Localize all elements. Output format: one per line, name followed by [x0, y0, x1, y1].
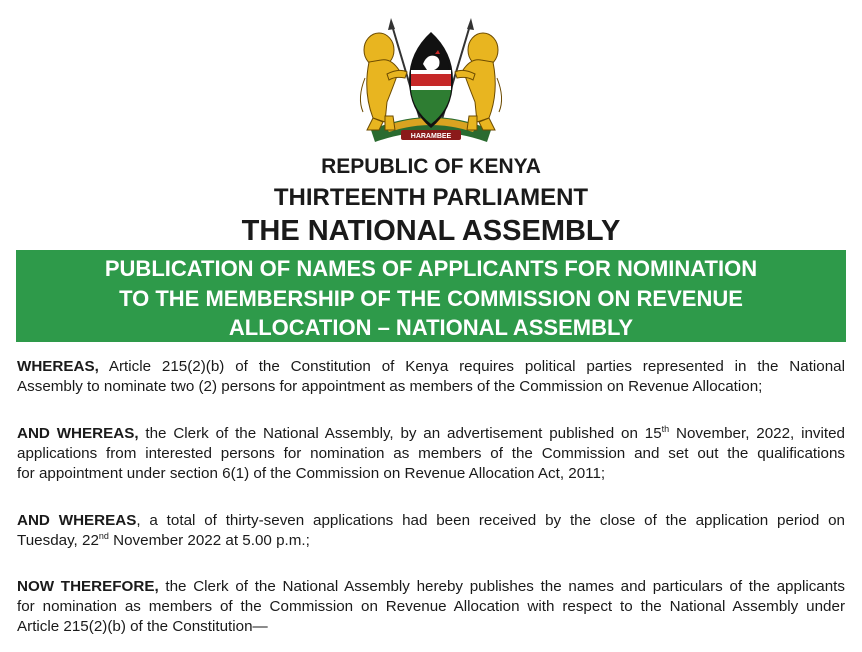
and-whereas-1-line-2: applications from interested persons for nomination as members of the Commission and set out the qualifications	[17, 445, 845, 462]
and-whereas-2-lead: AND WHEREAS	[17, 512, 137, 529]
publication-banner	[16, 250, 846, 342]
whereas-line-2: Assembly to nominate two (2) persons for appointment as members of the Commission on Revenue Allocation;	[17, 378, 763, 395]
and-whereas-2-line-2: Tuesday, 22nd November 2022 at 5.00 p.m.;	[17, 531, 310, 549]
republic-title: REPUBLIC OF KENYA	[321, 155, 541, 178]
whereas-lead: WHEREAS,	[17, 358, 99, 375]
whereas-line-1: WHEREAS, Article 215(2)(b) of the Constitution of Kenya requires political parties represented in the National	[17, 358, 845, 375]
and-whereas-1-lead: AND WHEREAS,	[17, 425, 139, 442]
now-therefore-paragraph	[17, 577, 845, 637]
now-therefore-line-2: for nomination as members of the Commission on Revenue Allocation with respect to the National Assembly under	[17, 598, 845, 615]
and-whereas-1-line-3: for appointment under section 6(1) of the Commission on Revenue Allocation Act, 2011;	[17, 465, 606, 482]
now-therefore-line-3: Article 215(2)(b) of the Constitution—	[17, 618, 268, 635]
banner-line-3: ALLOCATION – NATIONAL ASSEMBLY	[228, 315, 634, 340]
and-whereas-paragraph-2	[17, 511, 845, 551]
and-whereas-1-line-1: AND WHEREAS, the Clerk of the National Assembly, by an advertisement published on 15th November, 2022, invited	[17, 424, 845, 442]
motto-text: HARAMBEE	[410, 133, 452, 140]
and-whereas-paragraph-1	[17, 424, 845, 484]
banner-line-1: PUBLICATION OF NAMES OF APPLICANTS FOR NOMINATION	[104, 256, 758, 281]
now-therefore-lead: NOW THEREFORE,	[17, 578, 159, 595]
banner-line-2: TO THE MEMBERSHIP OF THE COMMISSION ON REVENUE	[119, 285, 743, 311]
parliament-title: THIRTEENTH PARLIAMENT	[273, 184, 589, 211]
and-whereas-2-line-1: AND WHEREAS, a total of thirty-seven applications had been received by the close of the application period on	[17, 512, 845, 529]
assembly-title: THE NATIONAL ASSEMBLY	[241, 215, 621, 247]
kenya-coat-of-arms-icon	[355, 18, 507, 146]
now-therefore-line-1: NOW THEREFORE, the Clerk of the National Assembly hereby publishes the names and particulars of the applicants	[17, 578, 845, 595]
whereas-paragraph	[17, 357, 845, 397]
